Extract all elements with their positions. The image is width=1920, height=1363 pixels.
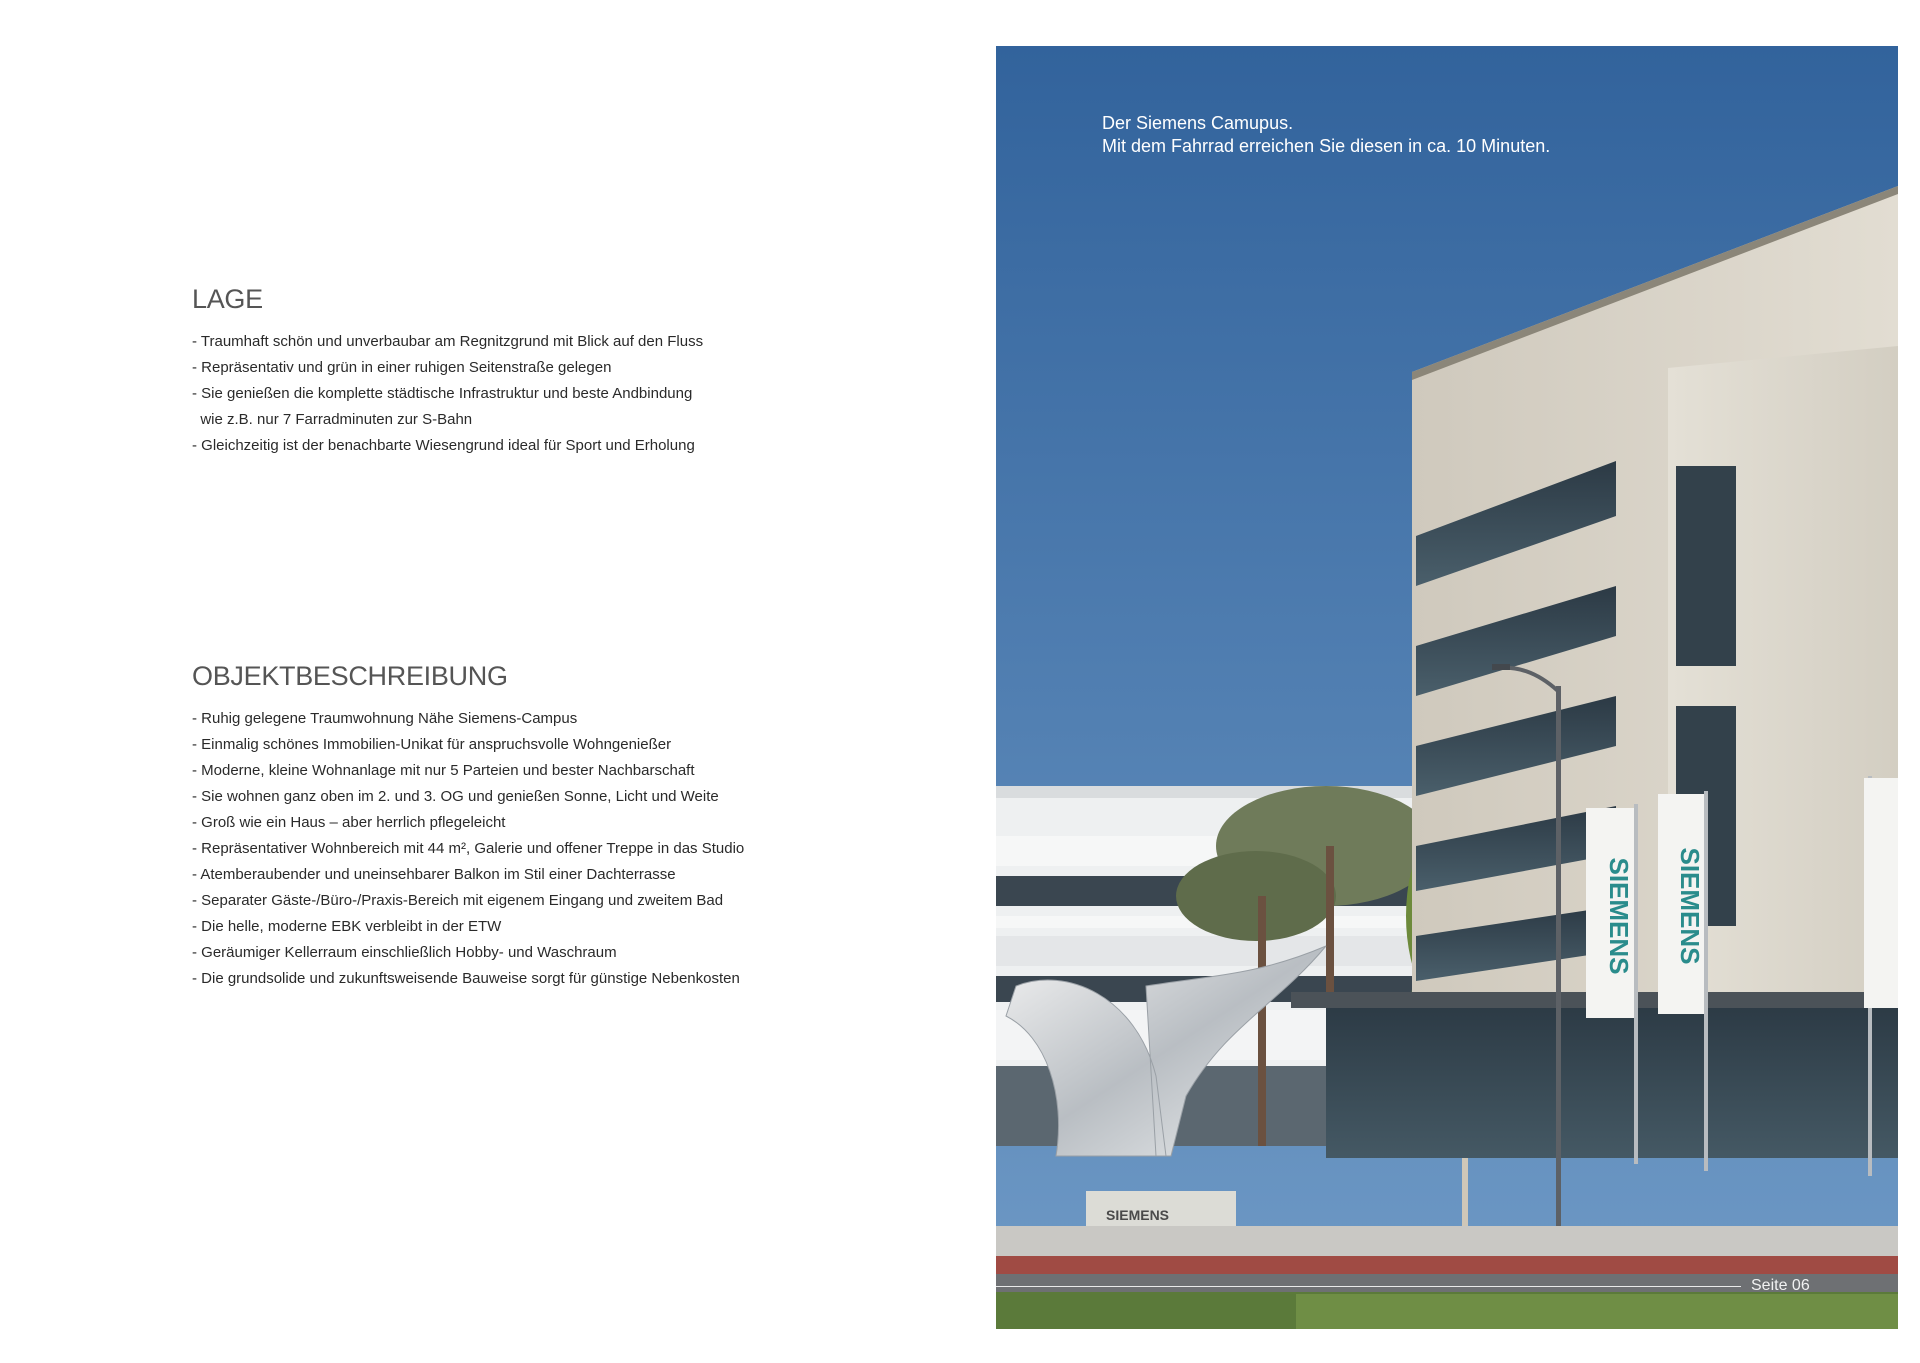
photo-caption xyxy=(1102,112,1550,158)
footer-rule xyxy=(996,1286,1741,1287)
caption-line: Mit dem Fahrrad erreichen Sie diesen in ca. 10 Minuten. xyxy=(1102,136,1551,156)
list-item: wie z.B. nur 7 Farradminuten zur S-Bahn xyxy=(192,411,473,428)
list-item: - Die helle, moderne EBK verbleibt in der ETW xyxy=(192,918,502,935)
flag-label: SIEMENS xyxy=(1604,857,1634,975)
text-column xyxy=(192,0,972,1363)
list-item: - Die grundsolide und zukunftsweisende Bauweise sorgt für günstige Nebenkosten xyxy=(192,970,740,987)
list-item: - Separater Gäste-/Büro-/Praxis-Bereich mit eigenem Eingang und zweitem Bad xyxy=(192,892,724,909)
list-item: - Traumhaft schön und unverbaubar am Regnitzgrund mit Blick auf den Fluss xyxy=(192,333,704,350)
bike-lane xyxy=(996,1256,1898,1274)
flag-label: SIEMENS xyxy=(1675,847,1705,965)
list-item: - Repräsentativer Wohnbereich mit 44 m², Galerie und offener Treppe in das Studio xyxy=(192,840,745,857)
svg-text:SIEMENS: SIEMENS xyxy=(1106,1207,1170,1223)
list-item: - Sie wohnen ganz oben im 2. und 3. OG und genießen Sonne, Licht und Weite xyxy=(192,788,719,805)
lage-list xyxy=(192,329,703,459)
list-item: - Ruhig gelegene Traumwohnung Nähe Siemens-Campus xyxy=(192,710,578,727)
objektbeschreibung-section xyxy=(192,658,744,992)
list-item: - Gleichzeitig ist der benachbarte Wiesengrund ideal für Sport und Erholung xyxy=(192,437,695,454)
list-item: - Repräsentativ und grün in einer ruhigen Seitenstraße gelegen xyxy=(192,359,612,376)
lage-heading: LAGE xyxy=(192,284,263,314)
list-item: - Einmalig schönes Immobilien-Unikat für anspruchsvolle Wohngenießer xyxy=(192,736,672,753)
list-item: - Moderne, kleine Wohnanlage mit nur 5 Parteien und bester Nachbarschaft xyxy=(192,762,695,779)
campus-photo xyxy=(996,46,1898,1329)
page-number: Seite 06 xyxy=(1751,1277,1810,1294)
list-item: - Geräumiger Kellerraum einschließlich Hobby- und Waschraum xyxy=(192,944,617,961)
objektbeschreibung-list xyxy=(192,706,744,992)
objektbeschreibung-heading: OBJEKTBESCHREIBUNG xyxy=(192,661,508,691)
lage-section xyxy=(192,281,703,459)
list-item: - Sie genießen die komplette städtische Infrastruktur und beste Andbindung xyxy=(192,385,693,402)
list-item: - Atemberaubender und uneinsehbarer Balkon im Stil einer Dachterrasse xyxy=(192,866,676,883)
list-item: - Groß wie ein Haus – aber herrlich pflegeleicht xyxy=(192,814,506,831)
caption-line: Der Siemens Camupus. xyxy=(1102,113,1294,133)
page-footer xyxy=(996,1276,1898,1296)
campus-photo-illustration xyxy=(996,46,1898,1329)
